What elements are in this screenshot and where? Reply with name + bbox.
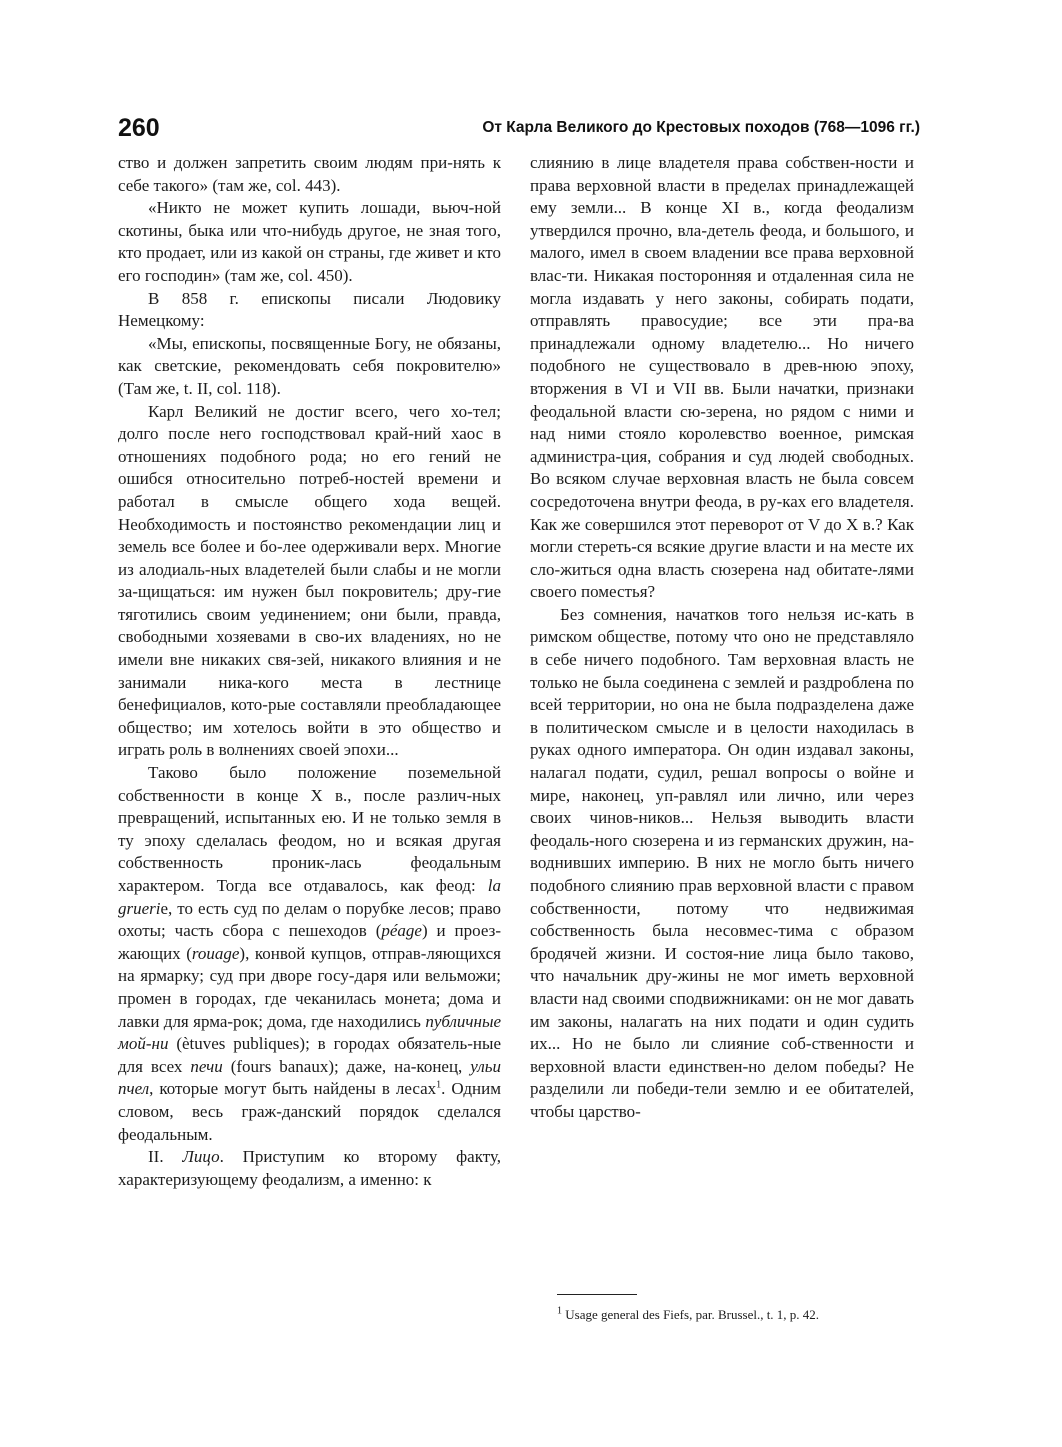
paragraph: [118, 762, 501, 1146]
italic-term: публичные мой-ни: [118, 1011, 501, 1054]
italic-term: rouage: [191, 943, 240, 963]
paragraph: Без сомнения, начатков того нельзя ис-кать в римском обществе, потому что оно не представляло в себе ничего подобного. Там верховная власть не только не была соединена с землей и раздроблена по всей территории, но она не была подразделена даже в политическом смысле и в целости находилась в руках одного императора. Он один издавал законы, налагал подати, судил, решал вопросы о войне и мире, наконец, уп-равлял или лично, или через своих чинов-ников... Нельзя выводить власти феодаль-ного сюзерена и из германских дружин, на-воднивших империю. В них не могло быть ничего подобного слиянию прав верховной власти с правом собственности, потому что недвижимая собственность была несовмес-тима с образом бродячей жизни. И состоя-ние лица было таково, что начальник дру-жины не мог иметь верховной власти над своими сподвижниками: он не мог давать им законы, налагать на них подати и один судить их... Но не было ли слияние соб-ственности и верховной власти единствен-но делом победы? Не разделили ли победи-тели землю и ее обитателей, чтобы царство-: [530, 604, 914, 1121]
running-title: От Карла Великого до Крестовых походов (768—1096 гг.): [482, 119, 920, 136]
text-run: II.: [148, 1147, 183, 1167]
text-run: Таково было положение поземельной собственности в конце X в., после различ-ных превращений, испытанных ею. И не только земля в ту эпоху сделалась феодом, но и всякая другая собственность проник-лась феодальным характером. Тогда все отдавалось, как феод:: [118, 763, 501, 895]
paragraph: «Мы, епископы, посвященные Богу, не обязаны, как светские, рекомендовать себя покровителю» (Там же, t. II, col. 118).: [118, 333, 501, 398]
footnote-divider: [557, 1294, 637, 1295]
text-run: ) и проез-жающих (: [118, 921, 501, 963]
left-column: [118, 152, 501, 1191]
paragraph: слиянию в лице владетеля права собствен-ности и права верховной власти в пределах принадлежащей ему земли... В конце XI в., когда феодализм утвердился прочно, вла-детель феода, и большого, и малого, имел в своем владении все права верховной влас-ти. Никакая посторонняя и отдаленная сила не могла издавать у него законы, собирать подати, отправлять правосудие; все эти пра-ва принадлежали одному владетелю... Но ничего подобного не существовало в древ-нюю эпоху, вторжения в VI и VII вв. Были начатки, признаки феодальной власти сю-зерена, но рядом с ними и над ними стояло королевство военное, римская администра-ция, собрания и суд людей свободных. Во всяком случае верховная власть не была совсем сосредоточена внутри феода, в ру-ках его владетеля. Как же совершился этот переворот от V до X в.? Как могли стереть-ся всякие другие власти и на месте их сло-житься одна власть сюзерена над обитате-лями своего поместья?: [530, 153, 914, 602]
text-run: . Одним словом, весь граж-данский порядок сделался феодальным.: [118, 1079, 502, 1144]
italic-term: péage: [381, 921, 422, 941]
right-column: [530, 152, 914, 1124]
italic-term: la grueri: [118, 876, 501, 918]
footnote-text: Usage general des Fiefs, par. Brussel., t. 1, p. 42.: [562, 1307, 820, 1322]
footnote-mark: 1: [557, 1305, 562, 1317]
paragraph: В 858 г. епископы писали Людовику Немецкому:: [118, 288, 501, 331]
paragraph: [118, 1146, 501, 1191]
footnote: [557, 1306, 917, 1324]
text-run: . Приступим ко второму факту, характеризующему феодализм, а именно: к: [118, 1147, 501, 1189]
text-run: (fours banaux); даже, на-конец,: [222, 1056, 471, 1076]
italic-term: ульи пчел: [118, 1056, 501, 1099]
italic-term: Лицо: [182, 1147, 220, 1167]
text-run: е, то есть суд по делам о порубке лесов; право охоты; часть сбора с пешеходов (: [118, 898, 501, 941]
text-run: ), конвой купцов, отправ-ляющихся на ярмарку; суд при дворе госу-даря или вельможи; промен в городах, где чеканилась монета; дома и лавки для ярма-рок; дома, где находились: [118, 943, 501, 1031]
italic-term: печи: [190, 1056, 223, 1076]
paragraph: «Никто не может купить лошади, вьюч-ной скотины, быка или что-нибудь другое, не зная того, кто продает, или из какой он страны, где живет и кто его господин» (там же, col. 450).: [118, 198, 501, 285]
page-number: 260: [118, 114, 160, 142]
text-run: , которые могут быть найдены в лесах: [149, 1079, 437, 1099]
footnote-ref: 1: [436, 1079, 442, 1091]
paragraph: Карл Великий не достиг всего, чего хо-тел; долго после него господствовал край-ний хаос в отношениях подобного рода; но его гений не ошибся относительно потреб-ностей времени и работал в смысле общего хода вещей. Необходимость и постоянство рекомендации лиц и земель все более и бо-лее одерживали верх. Многие из алодиаль-ных владетелей были слабы и не могли за-щищаться: им нужен был покровитель; дру-гие тяготились своим уединением; они были, правда, свободными хозяевами в сво-их владениях, но не имели вне никаких свя-зей, никакого влияния и не занимали ника-кого места в лестнице бенефициалов, кото-рые составляли преобладающее общество; им хотелось войти в это общество и играть роль в волнениях своей эпохи...: [118, 401, 501, 760]
page-header: [118, 113, 920, 147]
paragraph: ство и должен запретить своим людям при-нять к себе такого» (там же, col. 443).: [118, 153, 501, 195]
text-run: (ètuves publiques); в городах обязатель-ные для всех: [118, 1034, 501, 1076]
